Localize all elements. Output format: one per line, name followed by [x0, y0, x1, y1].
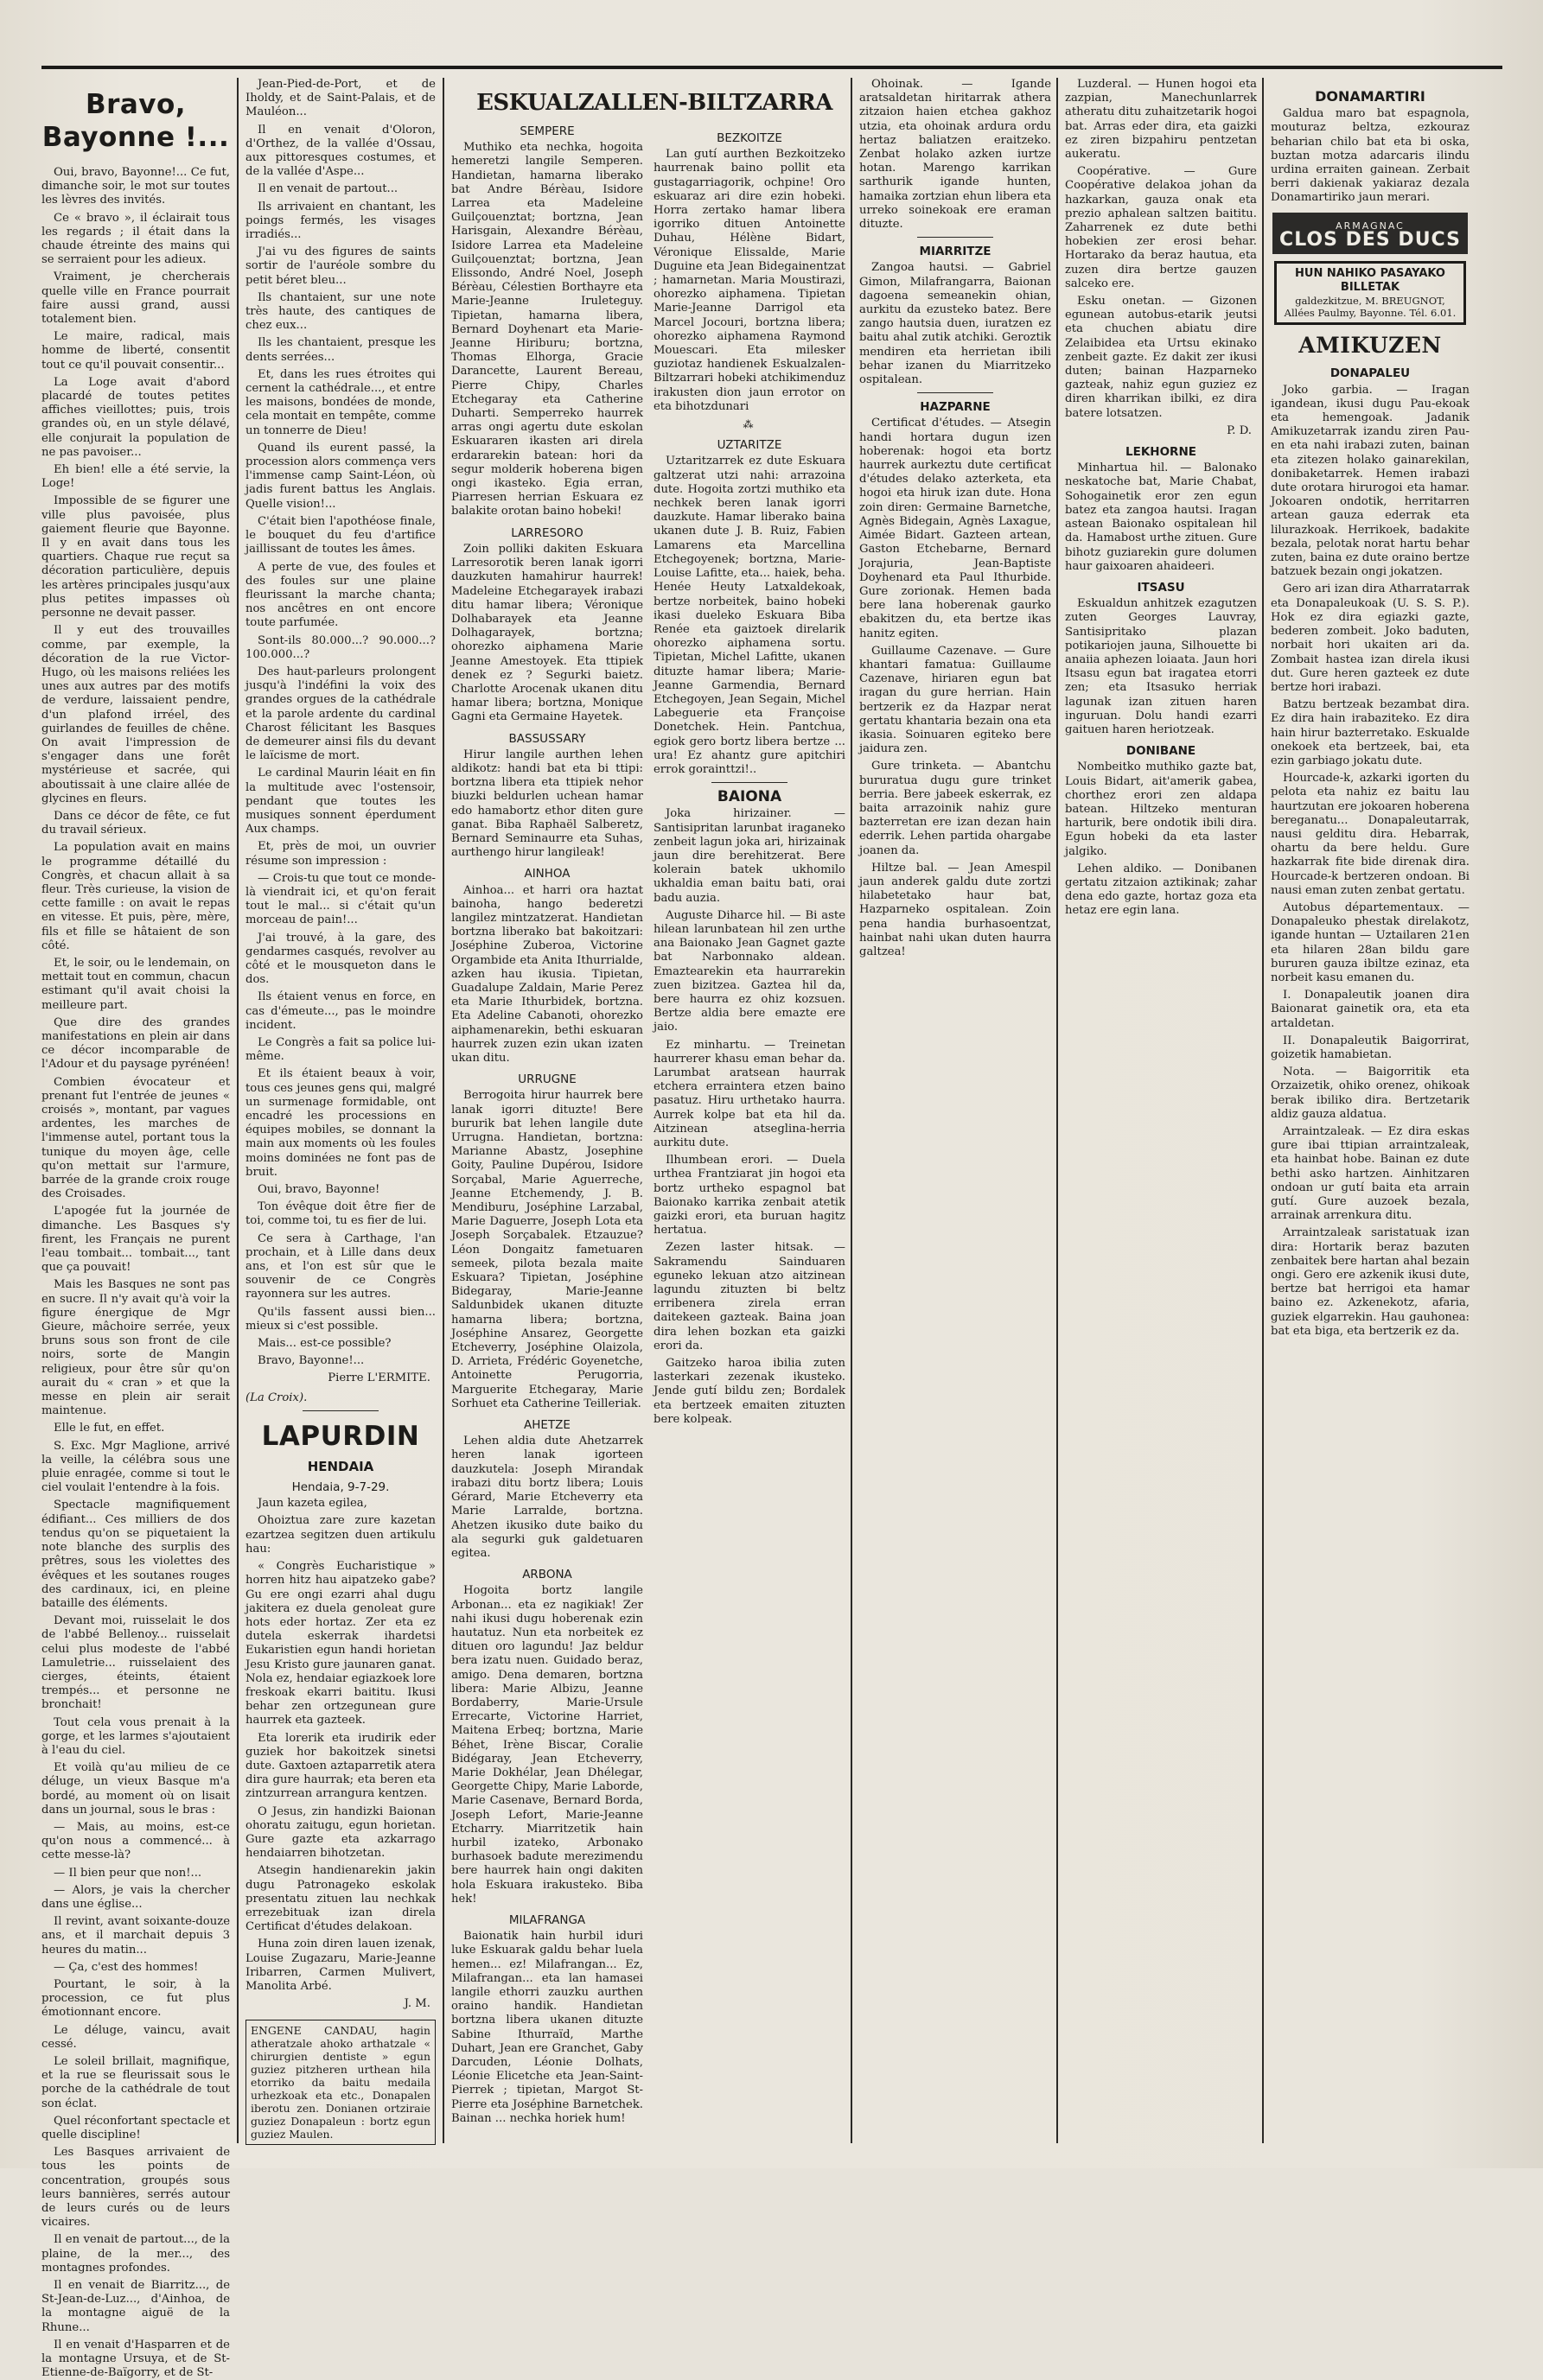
column-7 [1271, 78, 1470, 2152]
uztaritze-text: Uztaritzarrek ez dute Eskuara galtzerat utzi nahi: arrazoina dute. Hogoita zortzi muthiko eta nechkek beren lanak igorri dauzkute. Hamar liberako baina ukanen dute J. B. Ruiz, Fabien Lamarens eta Marcellina Etchegoyenek; bortzna, Marie-Louise Lafitte, eta... haiek, beha. Henée Heuty Latxaldekoak, bertze norbeitek, baino hobeki ikasi dueleko Eskuara Biba Renée eta gaiztoek direlarik ohorezko aiphamena sortu. Tipietan, Michel Lafitte, ukanen dituzte hamar libera; Marie-Jeanne Garmendia, Bernard Etchegoyen, Jean Segain, Michel Labeguerie eta Françoise Donetchek. Hein. Pantchua, egiok gero bortz libera bertze ... ura! Ez ahantz gure apitchiri errok gorainttzi!.. [654, 455, 845, 776]
baiona-item-2: Auguste Diharce hil. — Bi aste hilean larunbatean hil zen urthe ana Baionako Jean Gagnet gazte bat Narbonnako aldean. Emaztearekin eta haurrarekin zuen bizitzea. Gaztea hil da, bere haurra ez ohiz kozsuen. Bertze aldia bere emazte ere jaio. [654, 908, 845, 1034]
bravo-bayonne-paragraph: Et, le soir, ou le lendemain, on mettait tout en commun, chacun estimant qu'il avait choisi la meilleure part. [41, 956, 231, 1012]
column-4 [654, 124, 845, 2152]
bravo-bayonne-paragraph: Des haut-parleurs prolongent jusqu'à l'indéfini la voix des grandes orgues de la cathédrale et la parole ardente du cardinal Charost félicitant les Basques de demeurer ainsi fils du devant le laïcisme de mort. [245, 665, 436, 763]
baiona-item-6: Gaitzeko haroa ibilia zuten lasterkari zezenak ikusteko. Jende gutí bildu zen; Bordalek eta bertzeek emaiten zituzten bere kolpeak. [654, 1357, 845, 1426]
bravo-bayonne-paragraph: Et, près de moi, un ouvrier résume son impression : [245, 840, 436, 868]
bravo-bayonne-paragraph: A perte de vue, des foules et des foules sur une plaine fleurissant la marche chanta; nos ancêtres en ont encore toute parfumée. [245, 560, 436, 630]
bravo-bayonne-paragraph: Mais les Basques ne sont pas en sucre. Il n'y avait qu'à voir la figure énergique de Mgr Gieure, mâchoire serrée, yeux bruns sous son front de cile noirs, sorte de Mangin religieux, pour être sûr qu'on aurait du « cran » et que la messe en plein air serait maintenue. [41, 1278, 230, 1418]
bravo-bayonne-paragraph: Il en venait de partout... [258, 182, 399, 196]
bravo-bayonne-paragraph: Et, dans les rues étroites qui cernent la cathédrale..., et entre les maisons, bondées de monde, cela montait en tempête, comme un tonnerre de Dieu! [245, 367, 436, 437]
section-baiona: BAIONA [717, 788, 782, 806]
bravo-bayonne-paragraph: Vraiment, je chercherais quelle ville en France pourrait faire aussi grand, aussi totalement bien. [41, 270, 230, 327]
column-2 [245, 78, 436, 2152]
bravo-bayonne-paragraph: Le déluge, vaincu, avait cessé. [41, 2023, 230, 2051]
donapaleu-text-1: Joko garbia. — Iragan igandean, ikusi dugu Pau-ekoak eta hemengoak. Jadanik Amikuzetarrak izandu ziren Pau-en eta nahi irabazi zuten, bainan eta zitezen holako gainarekilan, donibaketarrek. Hemen irabazi dute orotara hirurogoi eta hamar. Jokoaren ondotik, herritarren artean gauza ederrak eta lilurazkoak. Herrikoek, badakite bezala, pelotak norat hartu behar zuten, baina ez dute oraino bertze batzuek bezain ongi jokatzen. [1271, 383, 1470, 579]
town-donibane: DONIBANE [1125, 744, 1196, 759]
bravo-bayonne-paragraph: Bravo, Bayonne!... [258, 1354, 365, 1368]
bravo-bayonne-paragraph: S. Exc. Mgr Maglione, arrivé la veille, la célébra sous une pluie enragée, comme si tout le ciel voulait l'entendre à la fois. [41, 1439, 230, 1495]
town-urrugne: URRUGNE [518, 1072, 577, 1087]
column-rule [443, 78, 444, 2143]
top-rule [41, 66, 1502, 69]
bravo-bayonne-paragraph: Ce sera à Carthage, l'an prochain, et à Lille dans deux ans, et l'on est sûr que le souvenir de ce Congrès rayonnera sur les autres. [245, 1231, 436, 1301]
baiona-item-3: Ez minhartu. — Treinetan haurrerer khasu eman behar da. Larumbat aratsean haurrak etchera erraintera etzen baino pasatuz. Hiru urthetako haurra. Aurrek kolpe bat eta hil da. Aitzinean atseglina-herria aurkitu dute. [654, 1038, 845, 1150]
column-rule [1262, 78, 1264, 2143]
hendaia-letter [245, 1497, 436, 1994]
column-1 [41, 78, 231, 2380]
bravo-bayonne-paragraph: Il en venait de Biarritz..., de St-Jean-de-Luz..., d'Ainhoa, de la montagne aiguë de la Rhune... [41, 2279, 230, 2334]
nota-text: Nota. — Baigorritik eta Orzaizetik, ohiko orenez, ohikoak berak ibiliko dira. Bertzetarik aldiz gauza aldatua. [1271, 1066, 1470, 1121]
bravo-bayonne-paragraph: Il en venait d'Hasparren et de la montagne Ursuya, et de St-Etienne-de-Baïgorry, et de St- [41, 2338, 230, 2380]
bravo-bayonne-paragraph: Et voilà qu'au milieu de ce déluge, un vieux Basque m'a bordé, au moment où on lisait dans un journal, sous le bras : [41, 1761, 230, 1817]
bezkoitze-text: Lan gutí aurthen Bezkoitzeko haurrenak baino pollit eta gustagarriagorik, ochpine! Oro eskuaraz ari dire ezin hobeki. Horra zertako hamar libera igorriko dituen Antoinette Duhau, Hélène Bidart, Véronique Elissalde, Marie Duguine eta Jean Bidegainentzat ; hamarnetan. Maria Moustirazi, ohorezko aiphamena. Tipietan Marie-Jeanne Darrigol eta Marcel Jocouri, bortzna libera; ohorezko aiphamena Raymond Mouescari. Eta milesker guziotaz handienek Eskualzalen-Biltzarrari hobeki atchikimenduz irakusten dion jaun errotor on eta bihotzdunari [654, 148, 845, 413]
bravo-bayonne-paragraph: Le maire, radical, mais homme de liberté, consentit tout ce qu'il pouvait consentir... [41, 330, 230, 372]
bravo-bayonne-paragraph: Que dire des grandes manifestations en plein air dans ce décor incomparable de l'Adour et du paysage pyrénéen! [41, 1015, 230, 1072]
advert-billetak [1274, 261, 1466, 325]
town-bassussary: BASSUSSARY [508, 731, 586, 746]
bravo-bayonne-paragraph: Il en venait d'Oloron, d'Orthez, de la vallée d'Ossau, aux pittoresques costumes, et de la vallée d'Aspe... [245, 123, 436, 179]
separator [711, 782, 788, 783]
lekhorne-text: Minhartua hil. — Balonako neskatoche bat, Marie Chabat, Sohogainetik eror zen egun batez eta zangoa hautsi. Iragan astean Baionako ospitalean hil da. Hamabost urthe zituen. Gure bihotz guziarekin gure dolumen haur gaixoaren ahaideeri. [1065, 461, 1257, 573]
article-source: (La Croix). [245, 1390, 308, 1404]
bravo-bayonne-paragraph: La population avait en mains le programme détaillé du Congrès, et chacun allait à sa fleur. Très curieuse, la vision de cette famille : on avait le repas en vitesse. Et puis, père, mère, fils et fille se hâtaient de son côté. [41, 841, 230, 952]
bravo-bayonne-paragraph: Oui, bravo, Bayonne! [258, 1183, 380, 1197]
section-amikuzen: AMIKUZEN [1298, 333, 1442, 359]
advert-body: galdezkitzue, M. BREUGNOT, Allées Paulmy, Bayonne. Tél. 6.01. [1284, 295, 1457, 320]
donibane-text-2: Lehen aldiko. — Donibanen gertatu zitzaion aztikinak; zahar dena edo gazte, hortaz goza eta hetaz ere egin lana. [1065, 862, 1257, 918]
donapaleu-text-3: Batzu bertzeak bezambat dira. Ez dira hain irabaziteko. Ez dira hain hirur bazterretako. Eskualde onekoek eta bertzeek, bai, eta ezin garbiago jokatu dute. [1271, 698, 1470, 767]
hendaia-paragraph: O Jesus, zin handizki Baionan ohoratu zaitugu, egun horietan. Gure gazte eta azkarrago hendaiarren bihotzetan. [245, 1804, 436, 1861]
hazparne-text-2: Guillaume Cazenave. — Gure khantari famatua: Guillaume Cazenave, hiriaren egun bat iragan du gure herrian. Hain bertzerik ez da Hazpar nerat gertatu khantaria bezain ona eta ikasia. Soinuaren egiteko bere jaidura zen. [859, 644, 1051, 756]
bravo-bayonne-paragraph: Oui, bravo, Bayonne!... Ce fut, dimanche soir, le mot sur toutes les lèvres des invités. [41, 166, 230, 207]
bravo-bayonne-paragraph: Sont-ils 80.000...? 90.000...? 100.000...? [245, 633, 436, 661]
donapaleu-text-2: Gero ari izan dira Atharratarrak eta Donapaleukoak (U. S. S. P.). Hok ez dira egiazki gazte, bederen zombeit. Joko baduten, norbait hori ukaiten ari da. Zombait hastea izan direla ikusi dut. Gure heren gazteek ez dute bertze hori irabazi. [1271, 582, 1470, 694]
larresoro-text: Zoin polliki dakiten Eskuara Larresorotik beren lanak igorri dauzkuten hamahirur haurrek! Madeleine Etchegarayek irabazi ditu hamar libera; Véronique Dolhabarayek eta Jeanne Dolhagarayek, bortzna; ohorezko aiphamena Marie Jeanne Amestoyek. Eta ttipiek denek ez ? Segurki baietz. Charlotte Arocenak ukanen ditu hamar libera; bortzna, Monique Gagni eta Germaine Hayetek. [451, 542, 643, 724]
bravo-bayonne-paragraph: Qu'ils fassent aussi bien... mieux si c'est possible. [245, 1305, 436, 1333]
town-itsasu: ITSASU [1137, 580, 1185, 595]
bravo-bayonne-paragraph: Elle le fut, en effet. [54, 1422, 165, 1435]
itsasu-text: Eskualdun anhitzek ezagutzen zuten Georges Lauvray, Santisipritako plazan potikariojen jauna, Silhouette bi anaiia aphezen loiaata. Jaun hori Itsasu egun bat iragatea etorri zen; eta Itsasuko herriak lagunak izan zituen haren inguruan. Dolu handi ezarri gaituen haren heriotzeak. [1065, 597, 1257, 736]
urrugne-text: Berrogoita hirur haurrek bere lanak igorri dituzte! Bere bururik bat lehen langile dute Urrugna. Handietan, bortzna: Marianne Abastz, Josephine Goity, Pauline Dupérou, Isidore Sorçabal, Marie Aguerreche, Jeanne Etchemendy, J. B. Mendiburu, Joséphine Larzabal, Marie Daguerre, Joseph Lota eta Joseph Sorçabalek. Etzauzue? Léon Dongaitz fametuaren semeek, pilota bezala maite Eskuara? Tipietan, Joséphine Bidegaray, Marie-Jeanne Saldunbidek ukanen dituzte hamarna libera; bortzna, Joséphine Ansarez, Georgette Etcheverry, Joséphine Olaizola, D. Arrieta, Frédéric Goyenetche, Antoinette Perugorria, Marguerite Etchegaray, Marie Sorhuet eta Catherine Teilleriak. [451, 1089, 643, 1410]
bravo-bayonne-paragraph: — Alors, je vais la chercher dans une église... [41, 1883, 230, 1911]
town-ainhoa: AINHOA [524, 867, 571, 881]
bravo-bayonne-paragraph: Jean-Pied-de-Port, et de Iholdy, et de Saint-Palais, et de Mauléon... [245, 78, 436, 119]
ohoinak-text: Ohoinak. — Igande aratsaldetan hiritarrak athera zitzaion haien etchea gakhoz utzia, eta ohoinak ardura ordu hertaz baliatzen eraitzeko. Zenbat holako azken iurtze hotan. Marengo karrikan sarthurik igande hunten, hamaika zortzian ehun libera eta urreko soinekoak ere eraman dituzte. [859, 78, 1051, 232]
hendaia-paragraph: Ohoiztua zare zure kazetan ezartzea segitzen duen artikulu hau: [245, 1514, 436, 1556]
bravo-bayonne-paragraph: La Loge avait d'abord placardé de toutes petites affiches vieillottes; puis, trois grandes où, en un style délavé, elle conjurait la population de ne pas pavoiser... [41, 375, 230, 459]
luzderal-text: Luzderal. — Hunen hogoi eta zazpian, Manechunlarrek atheratu ditu zuhaitzetarik hogoi bat. Arras eder dira, eta gaizki ez ziren bizpahiru pentzetan aukeratu. [1065, 78, 1257, 162]
bravo-bayonne-paragraph: Il en venait de partout..., de la plaine, de la mer..., des montagnes profondes. [41, 2233, 230, 2275]
town-uztaritze: UZTARITZE [717, 438, 782, 453]
article-bravo-bayonne-continued [245, 78, 436, 1368]
milafranga-text: Baionatik hain hurbil iduri luke Eskuarak galdu behar luela hemen... ez! Milafrangan... Ez, Milafrangan... eta lan hamasei langile ethorri zauzku aurthen oraino handik. Handietan bortzna libera ukanen dituzte Sabine Ithurraïd, Marthe Duhart, Jean ere Granchet, Gaby Darcuden, Léonie Dolhats, Léonie Elicetche eta Jean-Saint-Pierrek ; tipietan, Margot St-Pierre eta Joséphine Barnetchek. Bainan ... nechka horiek hum! [451, 1930, 643, 2125]
esku-onetan-text: Esku onetan. — Gizonen egunean autobus-etarik jeutsi eta chuchen abiatu dire Zelaibidea eta Urtsu ekinako zenbeit gazte. Ez dakit zer ikusi duten; bainan Hazparneko gazteak, nahiz egun guziez ez diren kharrikan ibilki, ez dira batere lotsatzen. [1065, 295, 1257, 420]
bravo-bayonne-paragraph: Il y eut des trouvailles comme, par exemple, la décoration de la rue Victor-Hugo, où les maisons reliées les unes aux autres par des motifs de verdure, laissaient pendre, d'un plafond irréel, des guirlandes de feuilles de chêne. On avait l'impression de s'engager dans une forêt mystérieuse et sacrée, qui aboutissait à une claire allée de glycines en fleurs. [41, 624, 230, 805]
article-signature: Pierre L'ERMITE. [328, 1371, 430, 1385]
bravo-bayonne-paragraph: Tout cela vous prenait à la gorge, et les larmes s'ajoutaient à l'eau du ciel. [41, 1715, 230, 1757]
baiona-item-1: Joka hirizainer. — Santisipritan larunbat iraganeko zenbeit lagun joka ari, hirizainak jaun dire berehitzerat. Bere kolerain batek ukhomilo ukhaldia eman baitu bati, orai badu auzia. [654, 807, 845, 905]
miarritze-text: Zangoa hautsi. — Gabriel Gimon, Milafrangarra, Baionan dagoena semeanekin ohian, aurkitu da ezusteko batez. Bere zango hautsia duen, iuratzen ez baitu ahal zutik atchiki. Geroztik mendiren eta herrietan ibili behar izanen du Miarritzeko ospitalean. [859, 261, 1051, 387]
dentist-notice: ENGENE CANDAU, hagin atheratzale ahoko arthatzale « chirurgien dentiste » egun guziez pitzheren urthean hila etorriko da baitu medaila urhezkoak eta etc., Donapalen iberotu zen. Donianen ortziraie guziez Donapaleun : bortz egun guziez Maulen. [245, 2020, 436, 2145]
town-miarritze: MIARRITZE [919, 245, 991, 259]
cooperative-text: Coopérative. — Gure Coopérative delakoa johan da hazkarkan, gauza onak eta prezio aphalean saltzen baititu. Zaharrenek ez dute bethi hobekien zer erosi behar. Hortarako da beraz hautua, eta zuzen dira bertze gauzen salceko ere. [1065, 165, 1257, 290]
advert-main-line: CLOS DES DUCS [1279, 228, 1461, 251]
bravo-bayonne-paragraph: Spectacle magnifiquement édifiant... Ces milliers de dos tendus qu'on se piquetaient la note blanche des surplis des prêtres, sous les violettes des évêques et les soutanes rouges des cardinaux, ici, en pleine bataille des éléments. [41, 1499, 230, 1610]
bravo-bayonne-paragraph: Impossible de se figurer une ville plus pavoisée, plus gaiement fleurie que Bayonne. Il y en avait dans tous les quartiers. Chaque rue reçut sa décoration particulière, depuis les artères principales jusqu'aux plus petites impasses où personne ne devait passer. [41, 494, 230, 620]
separator [303, 1410, 379, 1411]
sempere-text: Muthiko eta nechka, hogoita hemeretzi langile Semperen. Handietan, hamarna liberako bat Andre Bérèau, Isidore Larrea eta Madeleine Guilçouenztat; bortzna, Jean Harisgain, Alexandre Bérèau, Isidore Larrea eta Madeleine Guilçouenztat; bortzna, Jean Elissondo, André Noel, Joseph Bérèau, Célestien Borthayre eta Marie-Jeanne Iruleteguy. Tipietan, hamarna libera, Bernard Doyhenart eta Marie-Jeanne Hiriburu; bortzna, Thomas Elhorga, Gracie Darancette, Laurent Bereau, Pierre Chipy, Charles Etchegaray eta Catherine Duharti. Semperreko haurrek arras ongi agertu dute eskolan Eskuararen ikasten ari direla erdararekin batean: hori da segur molderik hoberena bigen ongi ikasteko. Egia erran, Piarresen herrian Eskuara ez balakite orotan baino hobeki! [451, 141, 643, 519]
ainhoa-text: Ainhoa... et harri ora haztat bainoha, hango bederetzi langilez mintzatzerat. Handietan bortzna liberako bat bakoitzari: Joséphine Zuberoa, Victorine Orgambide eta Anita Ithurrialde, azken hau ikusia. Tipietan, Guadalupe Zaldain, Marie Perez eta Marie Ithurbidek, bortzna. Eta Adeline Cabanoti, ohorezko aiphamenarekin, bethi eskuaran haurrek zuzen ezin ukan izaten ukan ditu. [451, 883, 643, 1065]
column-5 [859, 78, 1051, 2152]
town-lekhorne: LEKHORNE [1125, 445, 1196, 460]
arbona-text: Hogoita bortz langile Arbonan... eta ez nagikiak! Zer nahi ikusi dugu hoberenak ezin hautatuz. Nun eta norbeitek ez dituen oro lagundu! Jaz beldur bera izatu nuen. Guidado beraz, amigo. Dena demaren, bortzna libera: Marie Albizu, Jeanne Bordaberry, Marie-Ursule Errecarte, Victorine Harriet, Maitena Erbeq; bortzna, Marie Béhet, Irène Biscar, Coralie Bidégaray, Jean Etcheverry, Marie Dokhélar, Jean Dhélegar, Georgette Chipy, Marie Laborde, Marie Casenave, Bernard Borda, Joseph Lefort, Marie-Jeanne Etcharry. Miarritzetik hain hurbil izateko, Arbonako burhasoek badute merezimendu bere haurrek hain ongi dakiten hola Eskuara irakusteko. Biba hek! [451, 1584, 643, 1906]
bravo-bayonne-paragraph: L'apogée fut la journée de dimanche. Les Basques s'y firent, les Français ne purent l'eau tombait... tombait..., tant que ça pouvait! [41, 1205, 230, 1275]
town-hazparne: HAZPARNE [920, 400, 991, 415]
bravo-bayonne-paragraph: Ils étaient venus en force, en cas d'émeute..., pas le moindre incident. [245, 990, 436, 1032]
hazparne-text-4: Hiltze bal. — Jean Amespil jaun anderek galdu dute zortzi hilabetetako haur bat, Hazparneko ospitalean. Zoin pena handia burhasoentzat, hainbat nahi ukan duten haurra galtzea! [859, 861, 1051, 958]
hendaia-paragraph: Jaun kazeta egilea, [258, 1497, 367, 1511]
signature-pd: P. D. [1227, 423, 1252, 437]
bravo-bayonne-paragraph: J'ai vu des figures de saints sortir de l'auréole sombre du petit béret bleu... [245, 245, 436, 287]
autobus-item-2: II. Donapaleutik Baigorrirat, goizetik hamabietan. [1271, 1034, 1470, 1061]
town-arbona: ARBONA [522, 1568, 572, 1582]
town-hendaia: HENDAIA [307, 1458, 374, 1474]
town-sempere: SEMPERE [520, 124, 575, 138]
hendaia-paragraph: « Congrès Eucharistique » horren hitz hau aipatzeko gabe? Gu ere ongi ezarri ahal dugu jakitera ez duela genoleat gure hots eder hortaz. Zer eta ez dutela eskerrak ihardetsi Eukaristien egun handi horietan Jesu Kristo gure jaunaren ganat. Nola ez, hendaiar egiazkoek lore freskoak ekarri baititu. Ikusi behar zen ortzegunean gure haurrek eta gazteek. [245, 1560, 437, 1728]
separator [917, 237, 994, 238]
hazparne-text-3: Gure trinketa. — Abantchu bururatua dugu gure trinket berria. Bere jabeek eskerrak, ez baita arrazoinik nahiz gure bazterretan ere izan dezan hain ederrik. Lehen partida ohargabe joanen da. [859, 760, 1051, 857]
autobus-text: Autobus départementaux. — Donapaleuko phestak direlakotz, igande huntan — Uztailaren 21en eta hilaren 28an bildu gare bururen gauza ibiltze ezinaz, eta norbeit kasu emanen du. [1271, 900, 1470, 984]
column-rule [237, 78, 239, 2143]
bravo-bayonne-paragraph: Pourtant, le soir, à la procession, ce fut plus émotionnant encore. [41, 1977, 230, 2020]
autobus-item-1: I. Donapaleutik joanen dira Baionarat gainetik ora, eta eta artaldetan. [1271, 989, 1470, 1030]
hendaia-date: Hendaia, 9-7-29. [291, 1480, 390, 1495]
bravo-bayonne-paragraph: Les Basques arrivaient de tous les points de concentration, groupés sous leurs bannières, serrés autour de leurs curés ou de leurs vicaires. [41, 2146, 230, 2230]
article-bravo-bayonne [41, 166, 230, 2380]
bravo-bayonne-paragraph: Mais... est-ce possible? [258, 1337, 392, 1351]
ahetze-text: Lehen aldia dute Ahetzarrek heren lanak igorteen dauzkutela: Joseph Mirandak irabazi ditu bortz libera; Louis Gérard, Marie Etcheverry eta Marie Larralde, bortzna. Ahetzen ikusiko dute baiko du ala segurki guk galdetuaren egitea. [451, 1435, 643, 1560]
headline-eskualzallen-biltzarra: ESKUALZALLEN-BILTZARRA [476, 90, 832, 116]
section-donamartiri: DONAMARTIRI [1315, 88, 1425, 105]
bravo-bayonne-paragraph: Devant moi, ruisselait le dos de l'abbé Bellenoy... ruisselait celui plus modeste de l'abbé Lamuletrie... ruisselaient des cierges, éteints, étaient trempés... et personne ne bronchait! [41, 1614, 230, 1712]
bravo-bayonne-paragraph: Ils arrivaient en chantant, les poings fermés, les visages irradiés... [245, 200, 436, 242]
bravo-bayonne-paragraph: Le soleil brillait, magnifique, et la rue se fleurissait sous le porche de la cathédrale de tout son éclat. [41, 2055, 230, 2110]
bravo-bayonne-paragraph: Et ils étaient beaux à voir, tous ces jeunes gens qui, malgré un surmenage formidable, ont encadré les processions en équipes mobiles, se donnant la main aux moments où les foules moins dominées ne font pas de bruit. [245, 1067, 436, 1179]
hendaia-paragraph: Huna zoin diren lauen izenak, Louise Zugazaru, Marie-Jeanne Iribarren, Carmen Mulivert, Manolita Arbé. [245, 1938, 436, 1993]
town-ahetze: AHETZE [524, 1418, 571, 1433]
donapaleu-text-4: Hourcade-k, azkarki igorten du pelota eta nahiz ez baitu lau haurtzutan ere jokoaren hoberena bereganatu... Donapaleutarrak, nausi gelditu dira. Hebarrak, ohartu da bere heldu. Gure hazkarrak fite bide direnak dira. Hourcade-k bertzeren ondoan. Bi nausi eman zuten zenbat gertatu. [1271, 772, 1470, 897]
column-rule [1056, 78, 1058, 2143]
bravo-bayonne-paragraph: Ils les chantaient, presque les dents serrées... [245, 336, 436, 364]
bravo-bayonne-paragraph: — Ça, c'est des hommes! [54, 1960, 199, 1974]
baiona-item-5: Zezen laster hitsak. — Sakramendu Sainduaren eguneko lekuan atzo aitzinean lagundu zituzten bi beltz erribenera zirela erran daitekeen gazteak. Baina joan dira lehen bozkan eta gaizki erori da. [654, 1241, 845, 1352]
bravo-bayonne-paragraph: Quand ils eurent passé, la procession alors commença vers l'immense camp Saint-Léon, où jadis furent battus les Anglais. Quelle vision!... [245, 441, 436, 511]
bravo-bayonne-paragraph: Le Congrès a fait sa police lui-même. [245, 1036, 436, 1064]
town-donapaleu: DONAPALEU [1329, 366, 1411, 381]
bravo-bayonne-paragraph: — Il bien peur que non!... [54, 1866, 202, 1880]
donamartiri-text: Galdua maro bat espagnola, mouturaz beltza, ezkouraz beharian chilo bat eta bi oska, buztan motza adarcaris ilindu urdina erraiten gainean. Zerbait berri dakienak yakiaraz dezala Donamartiriko jaun merari. [1271, 107, 1470, 205]
separator [917, 392, 994, 393]
bravo-bayonne-paragraph: Ton évêque doit être fier de toi, comme toi, tu es fier de lui. [245, 1200, 436, 1228]
bravo-bayonne-paragraph: Dans ce décor de fête, ce fut du travail sérieux. [41, 809, 230, 837]
column-6 [1065, 78, 1257, 2152]
bravo-bayonne-paragraph: — Crois-tu que tout ce monde-là viendrait ici, et qu'on ferait tout le mal... si c'était qu'un morceau de pain!... [245, 871, 436, 927]
bravo-bayonne-paragraph: — Mais, au moins, est-ce qu'on nous a commencé... à cette messe-là? [41, 1820, 230, 1862]
bravo-bayonne-paragraph: Ce « bravo », il éclairait tous les regards ; il était dans la chaude étreinte des mains qui se serraient pour les adieux. [41, 211, 230, 267]
arraintzaleak-text-2: Arraintzaleak saristatuak izan dira: Hortarik beraz bazuten zenbaitek bere hartan ahal bezain ongi. Gero ere azkenik ikusi dute, bertze bat herrigoi eta hamar baino ez. Azkenekotz, afaria, guziek elgarrekin. Hau gauhonea: bat eta biga, eta bertzerik ez da. [1271, 1226, 1470, 1338]
bravo-bayonne-paragraph: Le cardinal Maurin léait en fin la multitude avec l'ostensoir, pendant que toutes les musiques sonnent éperdument Aux champs. [245, 767, 436, 837]
hendaia-signature: J. M. [404, 1997, 430, 2011]
donibane-text: Nombeitko muthiko gazte bat, Louis Bidart, ait'amerik gabea, chorthez erori zen aldapa batean. Hiltzeko menturan harturik, bere ondotik ibili dira. Egun hobeki da eta laster jalgiko. [1065, 760, 1257, 858]
column-rule [851, 78, 852, 2143]
hendaia-paragraph: Atsegin handienarekin jakin dugu Patronageko eskolak presentatu zituen lau nechkak errezebituak izan direla Certificat d'études delakoan. [245, 1864, 436, 1934]
fleuron-ornament: ⁂ [743, 418, 756, 431]
advert-title: HUN NAHIKO PASAYAKO BILLETAK [1295, 267, 1445, 295]
bassussary-text: Hirur langile aurthen lehen aldikotz: handi bat eta bi ttipi: bortzna libera eta ttipiek nehor biuzki beldurlen uchean hamar edo hamabortz ethor diten gure ganat. Biba Raphaël Salberetz, Bernard Seminaurre eta Suhas, aurthengo hirur langileak! [451, 748, 643, 860]
bravo-bayonne-paragraph: Eh bien! elle a été servie, la Loge! [41, 463, 230, 491]
bravo-bayonne-paragraph: Il revint, avant soixante-douze ans, et il marchait depuis 3 heures du matin... [41, 1915, 230, 1957]
advert-small-line: ARMAGNAC [1336, 220, 1405, 232]
section-lapurdin: LAPURDIN [261, 1420, 420, 1452]
bravo-bayonne-paragraph: Quel réconfortant spectacle et quelle discipline! [41, 2114, 230, 2142]
hendaia-paragraph: Eta lorerik eta irudirik eder guziek hor bakoitzek sinetsi dute. Gaxtoen aztaparretik atera dira gure haurrak; eta beren eta zintzurrean arrangura kentzen. [245, 1731, 436, 1801]
bravo-bayonne-paragraph: Ils chantaient, sur une note très haute, des cantiques de chez eux... [245, 290, 436, 333]
hazparne-text: Certificat d'études. — Atsegin handi hortara dugun izen hoberenak: hogoi eta bortz haurrek aurkeztu dute certificat d'études delako azterketa, eta hogoi eta hiruk izan dute. Hona zoin diren: Germaine Barnetche, Agnès Bidegain, Agnès Laxague, Aimée Bidart. Gazteen artean, Gaston Etchebarne, Bernard Jorajuria, Jean-Baptiste Doyhenard eta Paul Ithurbide. Gure zorionak. Hemen bada bere lana hoberenak gaurko ebakitzen du, eta bertze ikas hanitz egiten. [859, 417, 1051, 640]
headline-bravo-bayonne: Bravo, Bayonne !... [41, 89, 230, 153]
arraintzaleak-text: Arraintzaleak. — Ez dira eskas gure ibai ttipian arraintzaleak, eta hainbat hobe. Bainan ez dute bethi asko hartzen. Ainhitzaren ondoan ur gutí baita eta arrain gutí. Gure auzoek bezala, arrainak arrenkura ditu. [1271, 1125, 1470, 1223]
bravo-bayonne-paragraph: C'était bien l'apothéose finale, le bouquet du feu d'artifice jaillissant de toutes les âmes. [245, 514, 436, 557]
town-bezkoitze: BEZKOITZE [717, 131, 782, 145]
advert-clos-des-ducs [1272, 213, 1468, 254]
bravo-bayonne-paragraph: Combien évocateur et prenant fut l'entrée de jeunes « croisés », montant, par vagues ardentes, les marches de l'immense autel, portant tous la tunique du moyen âge, celle qu'on mettait sur l'armure, barrée de la grande croix rouge des Croisades. [41, 1075, 230, 1201]
baiona-item-4: Ilhumbean erori. — Duela urthea Frantziarat jin hogoi eta bortz urtheko espagnol bat Baionako karrika zenbait atetik gaizki erori, eta buruan hagitz hertatua. [654, 1154, 845, 1238]
town-milafranga: MILAFRANGA [508, 1912, 586, 1927]
town-larresoro: LARRESORO [511, 525, 583, 540]
bravo-bayonne-paragraph: J'ai trouvé, à la gare, des gendarmes casqués, revolver au côté et le mousqueton dans le dos. [245, 931, 436, 987]
